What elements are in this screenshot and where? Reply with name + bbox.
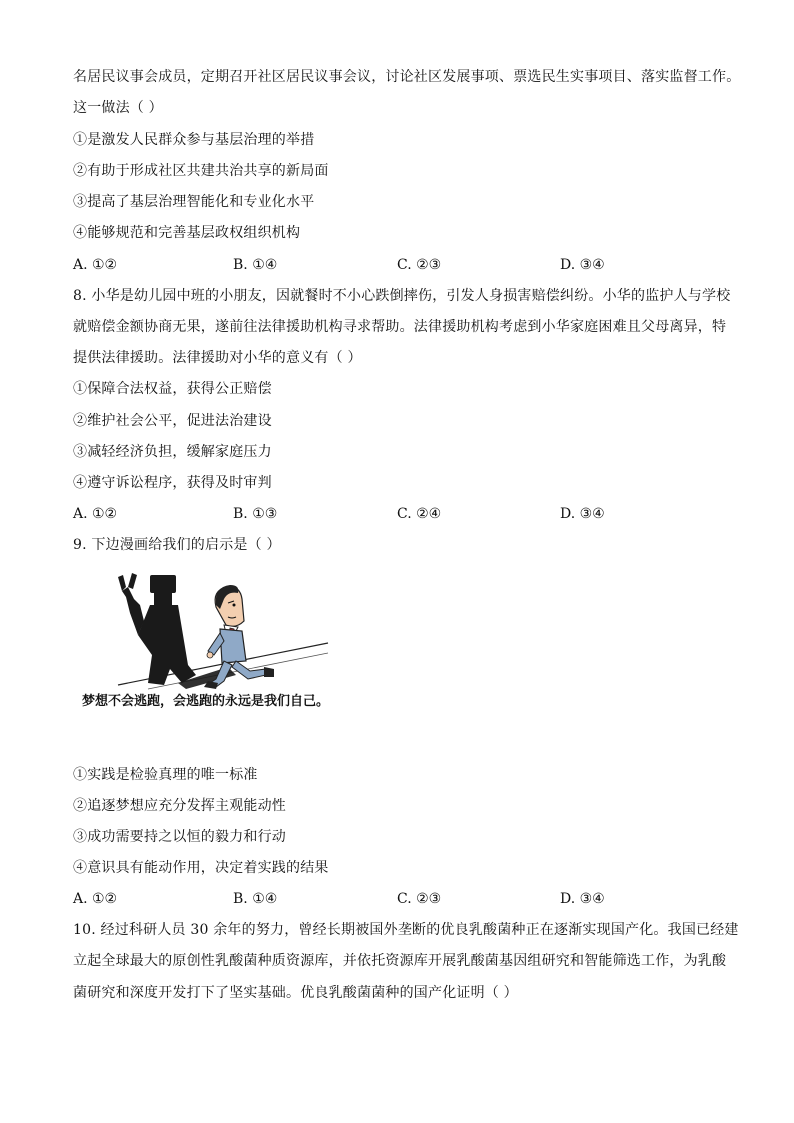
- q8-option-a[interactable]: A. ①②: [73, 506, 118, 522]
- q8-option-c[interactable]: C. ②④: [397, 506, 442, 522]
- q8-stem-line-3: 提供法律援助。法律援助对小华的意义有（ ）: [73, 350, 362, 366]
- q7-option-a[interactable]: A. ①②: [73, 257, 118, 273]
- q9-statement-3: ③成功需要持之以恒的毅力和行动: [73, 829, 286, 845]
- q9-stem: 9. 下边漫画给我们的启示是（ ）: [73, 537, 281, 553]
- q9-statement-1: ①实践是检验真理的唯一标准: [73, 767, 258, 783]
- q7-option-c[interactable]: C. ②③: [397, 257, 442, 273]
- q8-statement-3: ③减轻经济负担，缓解家庭压力: [73, 444, 272, 460]
- q8-stem-line-1: 8. 小华是幼儿园中班的小朋友，因就餐时不小心跌倒摔伤，引发人身损害赔偿纠纷。小华的监护人与学校: [73, 288, 731, 304]
- q8-statement-1: ①保障合法权益，获得公正赔偿: [73, 381, 272, 397]
- q9-statement-4: ④意识具有能动作用，决定着实践的结果: [73, 860, 329, 876]
- q7-option-d[interactable]: D. ③④: [560, 257, 605, 273]
- q10-stem-line-1: 10. 经过科研人员 30 余年的努力，曾经长期被国外垄断的优良乳酸菌种正在逐渐实现国产化。我国已经建: [73, 922, 739, 938]
- q7-statement-4: ④能够规范和完善基层政权组织机构: [73, 225, 301, 241]
- q9-option-d[interactable]: D. ③④: [560, 891, 605, 907]
- cartoon-caption: 梦想不会逃跑，会逃跑的永远是我们自己。: [82, 694, 330, 709]
- q7-stem-line-1: 名居民议事会成员，定期召开社区居民议事会议，讨论社区发展事项、票选民生实事项目、落实监督工作。: [73, 69, 741, 85]
- q10-stem-line-2: 立起全球最大的原创性乳酸菌种质资源库，并依托资源库开展乳酸菌基因组研究和智能筛选工作，为乳酸: [73, 953, 727, 969]
- q7-statement-2: ②有助于形成社区共建共治共享的新局面: [73, 163, 329, 179]
- q7-stem-line-2: 这一做法（ ）: [73, 100, 163, 116]
- q9-option-c[interactable]: C. ②③: [397, 891, 442, 907]
- q9-option-a[interactable]: A. ①②: [73, 891, 118, 907]
- q8-statement-2: ②维护社会公平，促进法治建设: [73, 413, 272, 429]
- shadow-figure: [118, 573, 236, 689]
- q8-option-d[interactable]: D. ③④: [560, 506, 605, 522]
- q7-statement-3: ③提高了基层治理智能化和专业化水平: [73, 194, 315, 210]
- q8-option-b[interactable]: B. ①③: [233, 506, 278, 522]
- q7-statement-1: ①是激发人民群众参与基层治理的举措: [73, 132, 315, 148]
- q9-option-b[interactable]: B. ①④: [233, 891, 278, 907]
- q9-statement-2: ②追逐梦想应充分发挥主观能动性: [73, 798, 286, 814]
- q8-stem-line-2: 就赔偿金额协商无果，遂前往法律援助机构寻求帮助。法律援助机构考虑到小华家庭困难且父母离异，特: [73, 319, 727, 335]
- q8-statement-4: ④遵守诉讼程序，获得及时审判: [73, 475, 272, 491]
- q10-stem-line-3: 菌研究和深度开发打下了坚实基础。优良乳酸菌菌种的国产化证明（ ）: [73, 985, 518, 1001]
- q7-option-b[interactable]: B. ①④: [233, 257, 278, 273]
